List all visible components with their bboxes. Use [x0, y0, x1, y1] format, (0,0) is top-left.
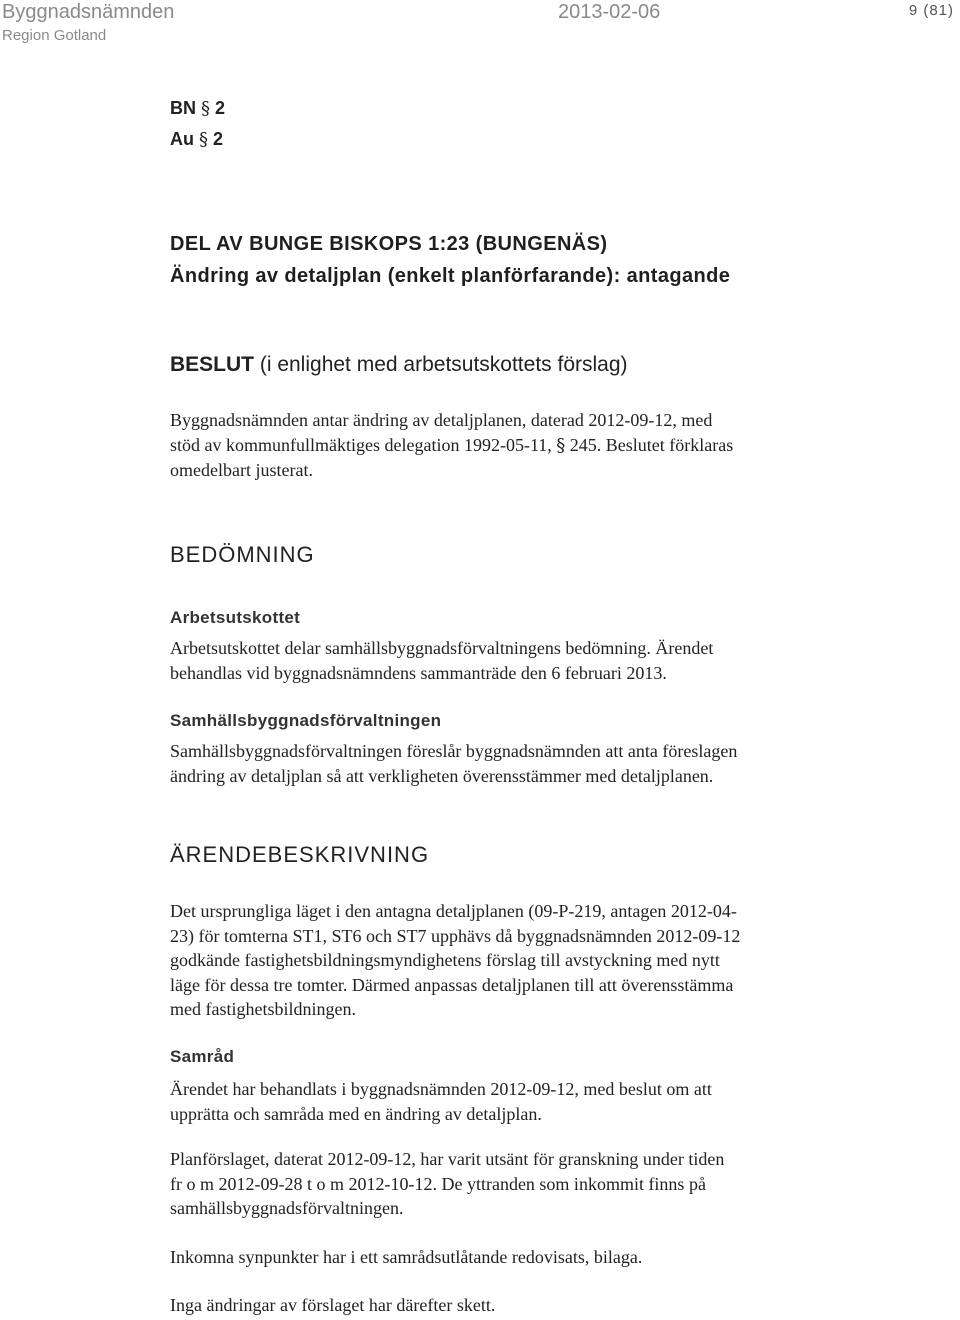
samhallsbyggnad-text — [170, 739, 860, 788]
text-line: Planförslaget, daterat 2012-09-12, har varit utsänt för granskning under tiden — [170, 1149, 725, 1169]
text-line: Det ursprungliga läget i den antagna detaljplanen (09-P-219, antagen 2012-04- — [170, 901, 737, 921]
arendebeskrivning-heading: ÄRENDEBESKRIVNING — [170, 842, 430, 867]
text-line: Samhällsbyggnadsförvaltningen föreslår byggnadsnämnden att anta föreslagen — [170, 741, 738, 761]
samrad-heading: Samråd — [170, 1047, 235, 1066]
samhallsbyggnad-heading: Samhällsbyggnadsförvaltningen — [170, 711, 442, 730]
meeting-date: 2013-02-06 — [558, 1, 661, 23]
arendebeskrivning-text — [170, 899, 860, 1022]
beslut-heading — [170, 351, 628, 379]
text-line: upprätta och samråda med en ändring av detaljplan. — [170, 1103, 542, 1124]
bedomning-heading: BEDÖMNING — [170, 542, 315, 567]
samrad-paragraph-4 — [170, 1293, 860, 1318]
au-number: 2 — [213, 129, 224, 149]
text-line: samhällsbyggnadsförvaltningen. — [170, 1198, 404, 1218]
text-line: ändring av detaljplan så att verkligheten överensstämmer med detaljplanen. — [170, 765, 714, 786]
committee-name: Byggnadsnämnden — [2, 1, 175, 23]
samrad-paragraph-1 — [170, 1077, 860, 1126]
beslut-label-suffix: (i enlighet med arbetsutskottets förslag) — [254, 353, 628, 376]
beslut-line-part: 245. Beslutet förklaras — [565, 434, 734, 455]
bn-label: BN — [170, 98, 196, 118]
arbetsutskottet-text — [170, 636, 860, 685]
text-line: Ärendet har behandlats i byggnadsnämnden 2012-09-12, med beslut om att — [170, 1079, 712, 1099]
au-paragraph-ref — [170, 125, 223, 154]
text-line: 23) för tomterna ST1, ST6 och ST7 upphävs då byggnadsnämnden 2012-09-12 — [170, 925, 741, 946]
case-title-line1: DEL AV BUNGE BISKOPS 1:23 (BUNGENÄS) — [170, 233, 608, 255]
bn-paragraph-ref — [170, 94, 225, 123]
text-line: godkände fastighetsbildningsmyndighetens förslag till avstyckning med nytt — [170, 950, 720, 970]
beslut-line: Byggnadsnämnden antar ändring av detaljplanen, daterad 2012-09-12, med — [170, 410, 713, 430]
beslut-line-part: stöd av kommunfullmäktiges delegation 1992-05-11, — [170, 434, 552, 455]
beslut-line: omedelbart justerat. — [170, 460, 313, 480]
bn-number: 2 — [215, 98, 226, 118]
section-symbol: § — [199, 129, 209, 150]
page-number: 9 (81) — [908, 2, 954, 19]
page-header-left — [2, 0, 174, 46]
beslut-line — [170, 433, 860, 459]
samrad-paragraph-2 — [170, 1147, 860, 1221]
text-line: Arbetsutskottet delar samhällsbyggnadsförvaltningens bedömning. Ärendet — [170, 638, 714, 658]
text-line: Inkomna synpunkter har i ett samrådsutlåtande redovisats, bilaga. — [170, 1247, 643, 1267]
section-symbol: § — [556, 434, 566, 456]
text-line: Inga ändringar av förslaget har därefter skett. — [170, 1295, 496, 1315]
au-label: Au — [170, 129, 194, 149]
samrad-paragraph-3 — [170, 1245, 860, 1270]
text-line: fr o m 2012-09-28 t o m 2012-10-12. De yttranden som inkommit finns på — [170, 1173, 706, 1194]
text-line: läge för dessa tre tomter. Därmed anpassas detaljplanen till att överensstämma — [170, 974, 734, 995]
case-title-line2: Ändring av detaljplan (enkelt planförfarande): antagande — [170, 265, 731, 287]
section-symbol: § — [201, 98, 211, 119]
beslut-label: BESLUT — [170, 353, 254, 376]
region-name: Region Gotland — [2, 27, 107, 44]
text-line: behandlas vid byggnadsnämndens sammanträde den 6 februari 2013. — [170, 662, 667, 683]
text-line: med fastighetsbildningen. — [170, 999, 356, 1019]
arbetsutskottet-heading: Arbetsutskottet — [170, 608, 301, 627]
beslut-text — [170, 408, 860, 483]
